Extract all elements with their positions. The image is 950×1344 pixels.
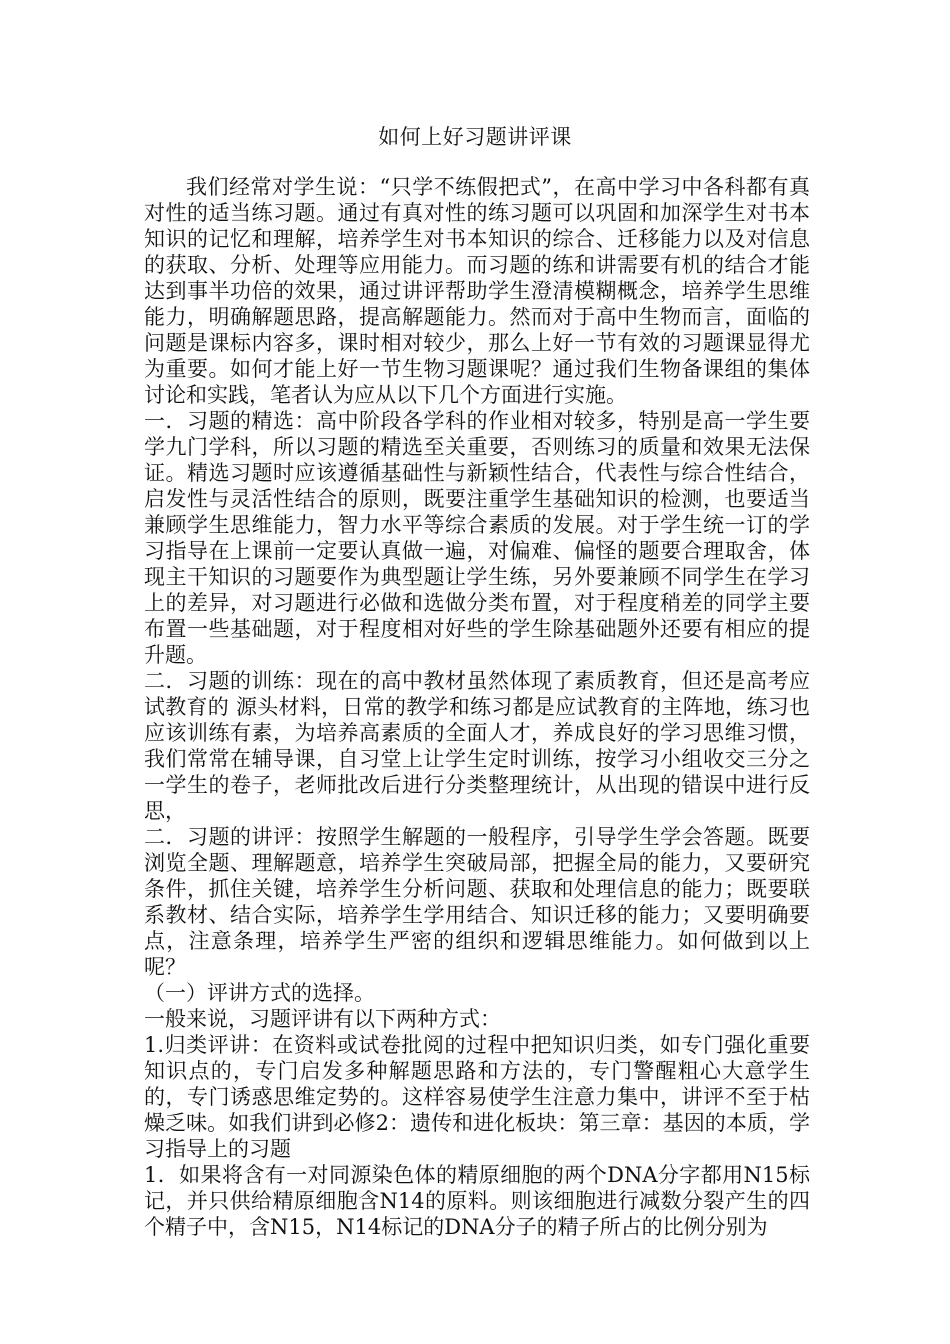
section-1-paragraph: 一．习题的精选：高中阶段各学科的作业相对较多，特别是高一学生要学九门学科，所以习题的精选至关重要，否则练习的质量和效果无法保证。精选习题时应该遵循基础性与新颖性结合，代表性与综合性结合，启发性与灵活性结合的原则，既要注重学生基础知识的检测，也要适当兼顾学生思维能力，智力水平等综合素质的发展。对于学生统一订的学习指导在上课前一定要认真做一遍，对偏难、偏怪的题要合理取舍，体现主干知识的习题要作为典型题让学生练，另外要兼顾不同学生在学习上的差异，对习题进行必做和选做分类布置，对于程度稍差的同学主要布置一些基础题，对于程度相对好些的学生除基础题外还要有相应的提升题。 bbox=[144, 409, 810, 667]
subsection-heading: （一）评讲方式的选择。 bbox=[144, 981, 375, 1005]
intro-paragraph: 我们经常对学生说：“只学不练假把式”，在高中学习中各科都有真对性的适当练习题。通过有真对性的练习题可以巩固和加深学生对书本知识的记忆和理解，培养学生对书本知识的综合、迁移能力以及对信息的获取、分析、处理等应用能力。而习题的练和讲需要有机的结合才能达到事半功倍的效果，通过讲评帮助学生澄清模糊概念，培养学生思维能力，明确解题思路，提高解题能力。然而对于高中生物而言，面临的问题是课标内容多，课时相对较少，那么上好一节有效的习题课显得尤为重要。如何才能上好一节生物习题课呢？通过我们生物备课组的集体讨论和实践，笔者认为应从以下几个方面进行实施。 bbox=[144, 175, 810, 407]
document-title: 如何上好习题讲评课 bbox=[378, 125, 572, 149]
document-body bbox=[144, 174, 810, 1240]
example-question-paragraph: 1．如果将含有一对同源染色体的精原细胞的两个DNA分字都用N15标记，并只供给精原细胞含N14的原料。则该细胞进行减数分裂产生的四个精子中，含N15，N14标记的DNA分子的精子所占的比例分别为 bbox=[144, 1163, 810, 1239]
methods-intro-line: 一般来说，习题评讲有以下两种方式： bbox=[144, 1007, 501, 1031]
section-3-paragraph: 二．习题的讲评：按照学生解题的一般程序，引导学生学会答题。既要浏览全题、理解题意，培养学生突破局部，把握全局的能力，又要研究条件，抓住关键，培养学生分析问题、获取和处理信息的能力；既要联系教材、结合实际，培养学生学用结合、知识迁移的能力；又要明确要点，注意条理，培养学生严密的组织和逻辑思维能力。如何做到以上呢？ bbox=[144, 825, 810, 979]
section-2-paragraph: 二．习题的训练：现在的高中教材虽然体现了素质教育，但还是高考应试教育的 源头材料，日常的教学和练习都是应试教育的主阵地，练习也应该训练有素，为培养高素质的全面人才，养成良好的学习思维习惯，我们常常在辅导课，自习堂上让学生定时训练，按学习小组收交三分之一学生的卷子，老师批改后进行分类整理统计，从出现的错误中进行反思， bbox=[144, 669, 810, 823]
method-1-paragraph: 1.归类评讲：在资料或试卷批阅的过程中把知识归类，如专门强化重要知识点的，专门启发多种解题思路和方法的，专门警醒粗心大意学生的，专门诱惑思维定势的。这样容易使学生注意力集中，讲评不至于枯燥乏味。如我们讲到必修2：遗传和进化板块：第三章：基因的本质，学习指导上的习题 bbox=[144, 1033, 810, 1161]
